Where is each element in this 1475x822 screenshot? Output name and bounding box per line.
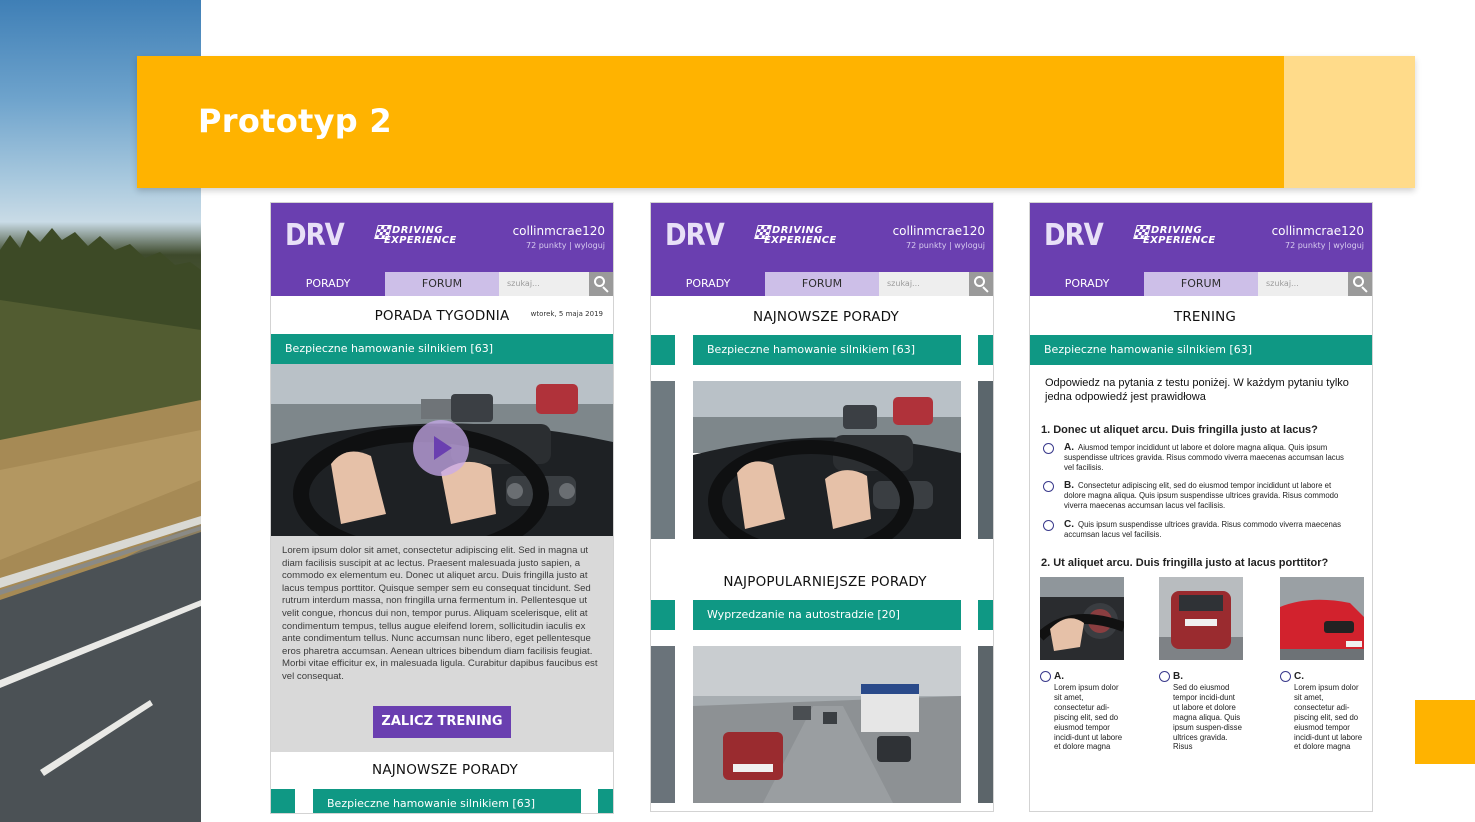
banner-accent-block — [1284, 56, 1415, 188]
user-panel — [1272, 224, 1364, 250]
option-letter: B. — [1064, 480, 1074, 491]
option-letter: A. — [1054, 671, 1064, 682]
user-points-logout[interactable]: 72 punkty | wyloguj — [526, 241, 605, 250]
logo-line-1: DRIVING — [1151, 225, 1203, 236]
app-header — [271, 203, 613, 272]
section-title-latest-tips: NAJNOWSZE PORADY — [372, 762, 518, 778]
username[interactable]: collinmcrae120 — [512, 224, 605, 238]
carousel-prev-image[interactable] — [651, 381, 675, 539]
latest-article-title-bar[interactable]: Bezpieczne hamowanie silnikiem [63] — [313, 789, 581, 814]
section-title-latest-tips: NAJNOWSZE PORADY — [753, 309, 899, 325]
driving-experience-logo — [1135, 223, 1231, 251]
radio-button[interactable] — [1043, 520, 1054, 531]
tab-forum[interactable]: FORUM — [765, 272, 879, 296]
carousel-prev-image[interactable] — [651, 646, 675, 803]
article-title-bar[interactable]: Bezpieczne hamowanie silnikiem [63] — [271, 334, 613, 364]
driving-video-thumbnail[interactable] — [271, 364, 613, 536]
complete-training-button[interactable]: ZALICZ TRENING — [373, 706, 511, 738]
user-panel — [893, 224, 985, 250]
question-2-title: 2. Ut aliquet arcu. Duis fringilla justo at lacus porttitor? — [1041, 557, 1329, 569]
slide-title: Prototyp 2 — [198, 102, 392, 140]
tab-forum[interactable]: FORUM — [1144, 272, 1258, 296]
radio-button[interactable] — [1280, 671, 1291, 682]
corner-accent-block — [1415, 700, 1475, 764]
carousel-prev-card[interactable] — [651, 335, 675, 365]
drv-logo[interactable]: DRV — [285, 218, 344, 254]
option-text: Quis ipsum suspendisse ultrices gravida. Risus commodo viverra maecenas accumsan lacus vel facilisis. — [1064, 520, 1342, 539]
prototype-screen-training-quiz — [1029, 202, 1373, 812]
carousel-next-image[interactable] — [978, 381, 993, 539]
carousel-next-card[interactable] — [978, 335, 993, 365]
option-image-red-car-rear[interactable] — [1159, 577, 1243, 660]
search-button[interactable] — [969, 272, 993, 296]
carousel-prev-card[interactable] — [651, 600, 675, 630]
drv-logo[interactable]: DRV — [665, 218, 724, 254]
radio-button[interactable] — [1040, 671, 1051, 682]
tab-porady[interactable]: PORADY — [271, 272, 385, 296]
section-title-weekly-tip: PORADA TYGODNIA — [374, 308, 510, 324]
section-title-training: TRENING — [1173, 309, 1237, 325]
latest-article-image[interactable] — [693, 381, 961, 539]
option-letter: C. — [1294, 671, 1304, 682]
search-button[interactable] — [1348, 272, 1372, 296]
username[interactable]: collinmcrae120 — [892, 224, 985, 238]
logo-line-1: DRIVING — [772, 225, 824, 236]
search-input[interactable]: szukaj... — [879, 272, 969, 296]
driving-experience-logo — [376, 223, 472, 251]
user-points-logout[interactable]: 72 punkty | wyloguj — [1285, 241, 1364, 250]
logo-line-2: EXPERIENCE — [764, 235, 837, 246]
question-1-title: 1. Donec ut aliquet arcu. Duis fringilla justo at lacus? — [1041, 424, 1318, 436]
option-text: Lorem ipsum dolor sit amet, consectetur adi-piscing elit, sed do eiusmod tempor incidi-dunt ut labore et dolore magna — [1054, 683, 1123, 752]
option-letter: B. — [1173, 671, 1183, 682]
tab-forum[interactable]: FORUM — [385, 272, 499, 296]
user-points-logout[interactable]: 72 punkty | wyloguj — [906, 241, 985, 250]
radio-button[interactable] — [1159, 671, 1170, 682]
article-body-area — [271, 536, 613, 752]
option-text: Aiusmod tempor incididunt ut labore et dolore magna aliqua. Quis ipsum suspendisse ultrices gravida. Risus commodo viverra maecenas accumsan lacus vel facilisis. — [1064, 443, 1344, 472]
popular-article-image[interactable] — [693, 646, 961, 803]
prototype-screen-weekly-tip — [270, 202, 614, 814]
app-header — [651, 203, 993, 272]
article-title-bar[interactable]: Bezpieczne hamowanie silnikiem [63] — [1030, 335, 1372, 365]
question-2-option-c[interactable] — [1280, 577, 1364, 752]
play-button[interactable] — [413, 420, 469, 476]
option-text: Consectetur adipiscing elit, sed do eiusmod tempor incididunt ut labore et dolore magna aliqua. Quis ipsum suspendisse ultrices gravida. Risus commodo viverra maecenas accumsan lacus vel facilisis. — [1064, 481, 1339, 510]
search-input[interactable]: szukaj... — [1258, 272, 1348, 296]
app-nav — [651, 272, 993, 296]
option-text: Lorem ipsum dolor sit amet, consectetur adi-piscing elit, sed do eiusmod tempor incidi-dunt ut labore et dolore magna — [1294, 683, 1363, 752]
app-nav — [1030, 272, 1372, 296]
play-icon — [434, 436, 452, 460]
radio-button[interactable] — [1043, 481, 1054, 492]
tab-porady[interactable]: PORADY — [1030, 272, 1144, 296]
carousel-next-card[interactable] — [598, 789, 613, 814]
option-image-red-car-front[interactable] — [1280, 577, 1364, 660]
user-panel — [513, 224, 605, 250]
option-image-steering-wheel[interactable] — [1040, 577, 1124, 660]
carousel-next-image[interactable] — [978, 646, 993, 803]
question-2-option-a[interactable] — [1040, 577, 1124, 752]
carousel-prev-card[interactable] — [271, 789, 295, 814]
tab-porady[interactable]: PORADY — [651, 272, 765, 296]
radio-button[interactable] — [1043, 443, 1054, 454]
app-nav — [271, 272, 613, 296]
option-letter: C. — [1064, 519, 1074, 530]
latest-article-title-bar[interactable]: Bezpieczne hamowanie silnikiem [63] — [693, 335, 961, 365]
popular-article-title-bar[interactable]: Wyprzedzanie na autostradzie [20] — [693, 600, 961, 630]
logo-line-1: DRIVING — [392, 225, 444, 236]
search-button[interactable] — [589, 272, 613, 296]
option-text: Sed do eiusmod tempor incidi-dunt ut labore et dolore magna aliqua. Quis ipsum suspen-disse ultrices gravida. Risus — [1173, 683, 1242, 752]
date-label: wtorek, 5 maja 2019 — [530, 310, 603, 318]
carousel-next-card[interactable] — [978, 600, 993, 630]
quiz-instructions: Odpowiedz na pytania z testu poniżej. W każdym pytaniu tylko jedna odpowiedź jest prawidłowa — [1045, 377, 1349, 403]
section-title-popular-tips: NAJPOPULARNIEJSZE PORADY — [723, 574, 927, 590]
article-body: Lorem ipsum dolor sit amet, consectetur adipiscing elit. Sed in magna ut diam facilisis suscipit at ac lectus. Praesent malesuada justo sapien, a commodo ex elementum eu. Donec ut aliquet arcu. Duis fringilla justo at lacus tempus porttitor. Quisque semper sem eu consequat tincidunt. Sed rutrum interdum massa, non fringilla urna fermentum in. Pellentesque ut velit congue, rhoncus dui non, tempor purus. Aliquam scelerisque, elit at condimentum tempus, tellus augue eleifend lorem, sollicitudin iaculis ex ante condimentum tellus. Nunc accumsan nunc libero, eget pellentesque eros pharetra accumsan. Aenean ultrices bibendum diam facilisis feugiat. Morbi vitae efficitur ex, in malesuada ligula. Curabitur dapibus faucibus est vel consequat. — [282, 545, 598, 682]
search-input[interactable]: szukaj... — [499, 272, 589, 296]
option-letter: A. — [1064, 442, 1074, 453]
logo-line-2: EXPERIENCE — [384, 235, 457, 246]
prototype-screen-tips-list — [650, 202, 994, 812]
drv-logo[interactable]: DRV — [1044, 218, 1103, 254]
title-banner — [137, 56, 1415, 188]
logo-line-2: EXPERIENCE — [1143, 235, 1216, 246]
question-2-option-b[interactable] — [1159, 577, 1243, 752]
username[interactable]: collinmcrae120 — [1271, 224, 1364, 238]
app-header — [1030, 203, 1372, 272]
driving-experience-logo — [756, 223, 852, 251]
